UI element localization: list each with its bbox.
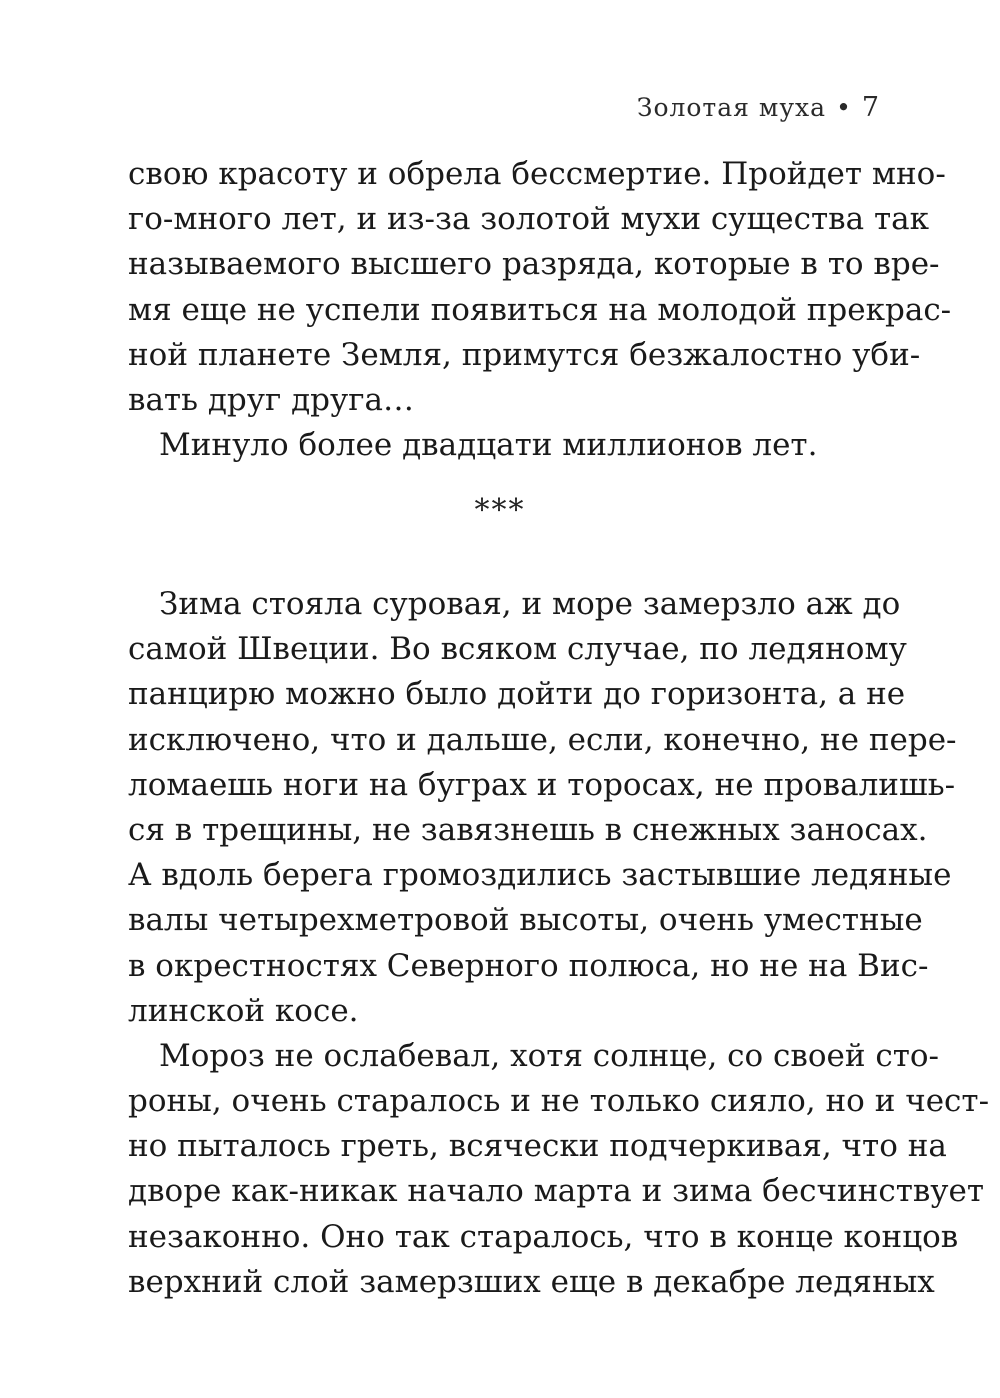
text-line: мя еще не успели появиться на молодой прекрас- [128, 291, 952, 328]
text-line: самой Швеции. Во всяком случае, по ледяному [128, 631, 907, 668]
running-head [637, 92, 880, 123]
text-line: вать друг друга… [128, 381, 414, 418]
running-head-title: Золотая муха [636, 93, 827, 122]
text-line: верхний слой замерзших еще в декабре ледяных [128, 1263, 935, 1300]
text-line: но пыталось греть, всячески подчеркивая, что на [128, 1128, 947, 1165]
text-line: ной планете Земля, примутся безжалостно уби- [128, 336, 921, 373]
text-line: в окрестностях Северного полюса, но не на Вис- [128, 947, 929, 984]
section-1-text [128, 152, 952, 468]
section-separator: *** [474, 493, 526, 528]
text-line: свою красоту и обрела бессмертие. Пройдет мно- [128, 156, 946, 192]
page-number: 7 [861, 92, 880, 123]
text-line: дворе как-никак начало марта и зима бесчинствует [128, 1173, 985, 1210]
text-line: го-много лет, и из-за золотой мухи существа так [128, 201, 929, 238]
text-line: называемого высшего разряда, которые в то вре- [128, 246, 940, 283]
text-line: панцирю можно было дойти до горизонта, а не [128, 676, 906, 713]
text-line: незаконно. Оно так старалось, что в конце концов [128, 1218, 959, 1255]
text-line: ломаешь ноги на буграх и торосах, не провалишь- [128, 766, 956, 803]
text-line: Зима стояла суровая, и море замерзло аж до [159, 586, 901, 622]
text-line: линской косе. [128, 992, 359, 1029]
text-line: роны, очень старалось и не только сияло, но и чест- [128, 1083, 990, 1120]
text-line: Минуло более двадцати миллионов лет. [159, 427, 818, 464]
text-line: ся в трещины, не завязнешь в снежных заносах. [128, 811, 928, 848]
text-line: А вдоль берега громоздились застывшие ледяные [128, 857, 952, 894]
text-line: Мороз не ослабевал, хотя солнце, со своей сто- [159, 1037, 940, 1074]
running-head-bullet: • [836, 93, 852, 122]
text-line: исключено, что и дальше, если, конечно, не пере- [128, 721, 957, 758]
section-2-text [128, 582, 990, 1305]
text-line: валы четырехметровой высоты, очень уместные [128, 902, 923, 939]
